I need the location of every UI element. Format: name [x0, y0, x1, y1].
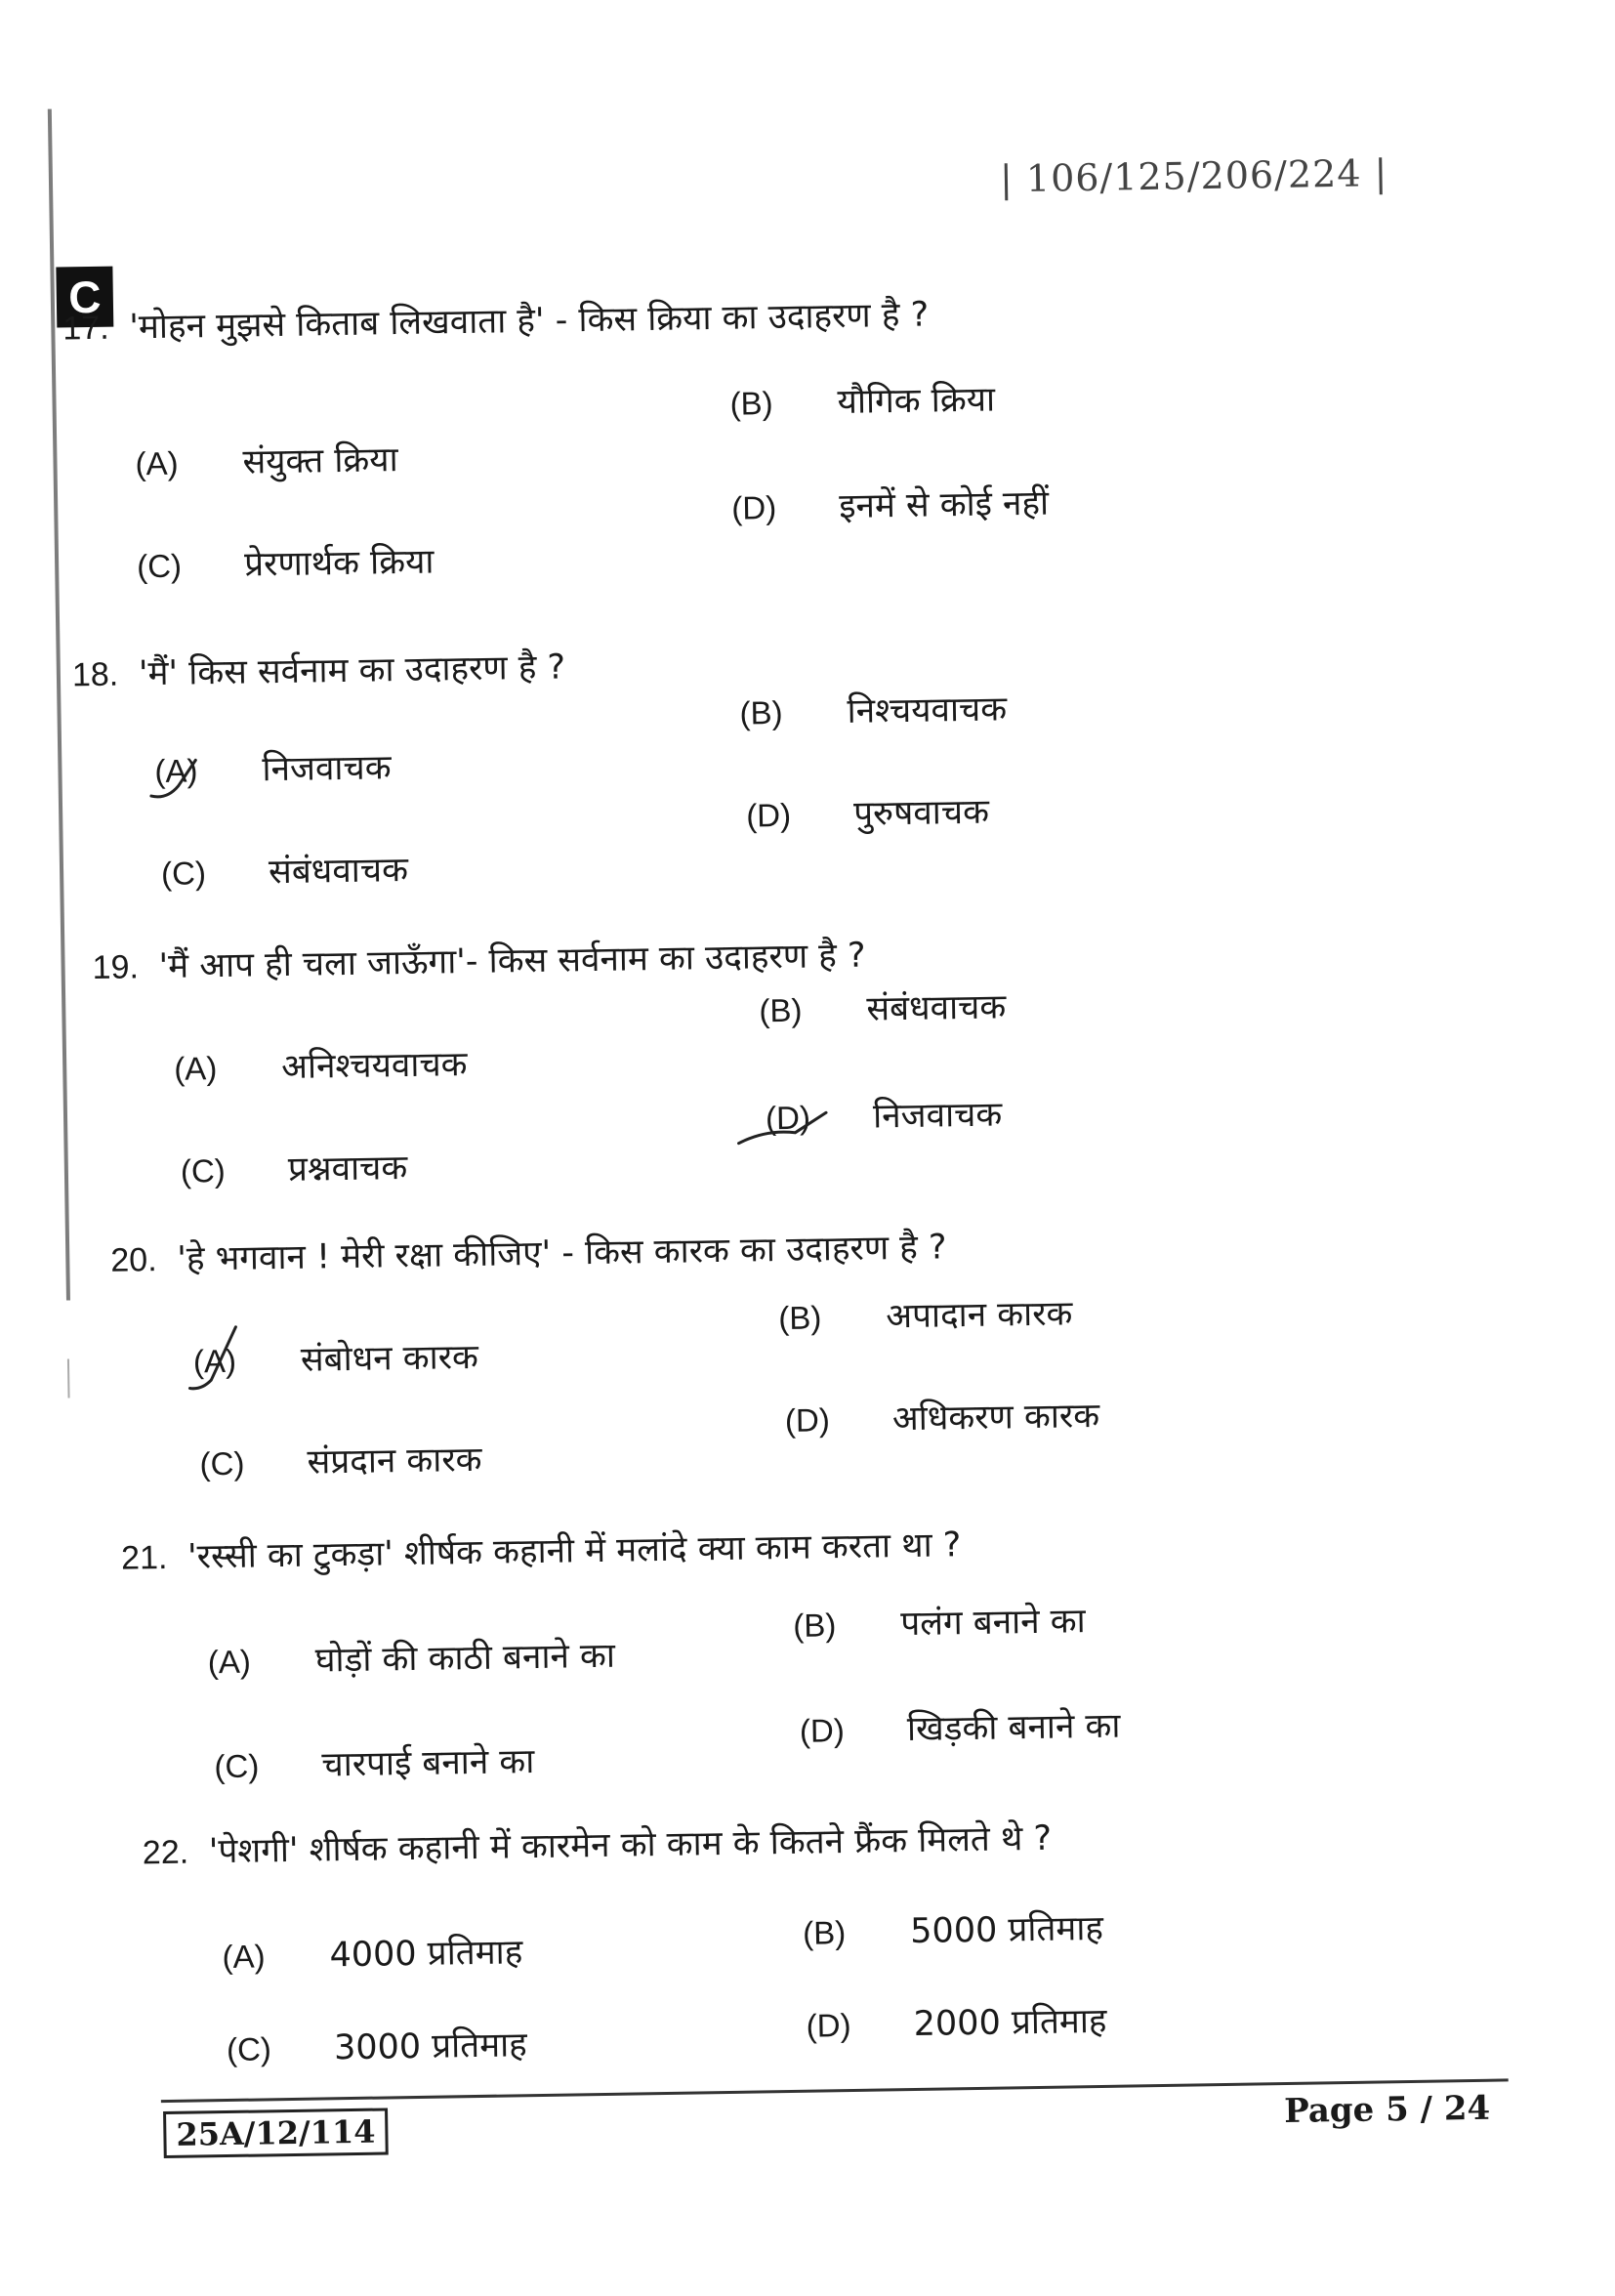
option-text: 2000 प्रतिमाह — [913, 2001, 1107, 2044]
option-label: (B) — [729, 385, 773, 422]
option-label: (C) — [180, 1151, 227, 1190]
option-label: (D) — [784, 1401, 831, 1439]
option-label-text: (A) — [154, 752, 198, 790]
option-label: (C) — [160, 855, 207, 892]
option-17-a — [135, 436, 398, 485]
question-18 — [72, 643, 566, 696]
option-text: संबंधवाचक — [866, 987, 1007, 1029]
question-number: 20. — [110, 1241, 157, 1279]
option-text: इनमें से कोई नहीं — [838, 483, 1050, 526]
option-label: (B) — [778, 1299, 822, 1337]
option-label: (B) — [759, 991, 803, 1029]
option-20-c — [199, 1436, 482, 1486]
option-label: (D) — [745, 796, 792, 834]
page-number: Page 5 / 24 — [1283, 2088, 1491, 2132]
question-number: 18. — [71, 655, 119, 694]
question-text: 'रस्सी का टुकड़ा' शीर्षक कहानी में मलांदे क्या काम करता था ? — [186, 1525, 962, 1577]
margin-line-fragment — [67, 1358, 70, 1398]
option-label: (D) — [799, 1712, 846, 1749]
question-text: 'पेशगी' शीर्षक कहानी में कारमेन को काम के कितने फ्रैंक मिलते थे ? — [208, 1818, 1053, 1872]
option-17-c — [137, 538, 435, 589]
option-text: खिड़की बनाने का — [906, 1706, 1121, 1750]
option-text: अधिकरण कारक — [891, 1396, 1100, 1440]
option-label: (C) — [136, 547, 183, 585]
option-label: (C) — [199, 1444, 245, 1482]
option-22-a — [222, 1928, 522, 1979]
option-text: 5000 प्रतिमाह — [909, 1908, 1104, 1952]
option-21-c — [214, 1737, 535, 1788]
option-20-b — [778, 1289, 1073, 1340]
option-text: 3000 प्रतिमाह — [333, 2025, 528, 2068]
option-label: (C) — [214, 1747, 260, 1785]
question-number: 22. — [142, 1833, 189, 1872]
option-22-c — [227, 2021, 527, 2071]
option-text: 4000 प्रतिमाह — [329, 1933, 523, 1976]
option-21-d — [800, 1702, 1121, 1753]
question-text: 'मोहन मुझसे किताब लिखवाता है' - किस क्रिया का उदाहरण है ? — [129, 295, 930, 348]
option-18-a — [154, 743, 392, 793]
option-18-d — [746, 788, 989, 838]
question-number: 19. — [92, 948, 140, 987]
option-text: संबोधन कारक — [300, 1337, 479, 1380]
question-number: 21. — [120, 1538, 168, 1577]
option-21-b — [793, 1597, 1086, 1648]
option-17-b — [729, 375, 995, 425]
option-18-c — [161, 846, 409, 896]
option-text: चारपाई बनाने का — [321, 1742, 535, 1785]
option-label: (A) — [207, 1643, 252, 1681]
option-text: निश्चयवाचक — [847, 689, 1008, 731]
option-text: संयुक्त क्रिया — [242, 440, 398, 482]
option-label: (A) — [135, 444, 179, 482]
question-text: 'मैं आप ही चला जाऊँगा'- किस सर्वनाम का उदाहरण है ? — [158, 936, 866, 986]
option-text: प्रेरणार्थक क्रिया — [243, 542, 435, 585]
option-label: (D) — [806, 2006, 851, 2044]
option-label: (B) — [802, 1914, 847, 1951]
question-number: 17. — [62, 309, 109, 348]
option-22-b — [803, 1904, 1103, 1955]
option-19-d — [766, 1090, 1003, 1140]
option-label: (B) — [793, 1607, 837, 1644]
option-text: पुरुषवाचक — [852, 792, 990, 834]
option-19-b — [759, 982, 1007, 1032]
option-19-a — [174, 1040, 468, 1091]
question-text: 'हे भगवान ! मेरी रक्षा कीजिए' - किस कारक का उदाहरण है ? — [177, 1228, 947, 1279]
option-label: (D) — [731, 488, 777, 526]
option-label: (B) — [739, 693, 783, 731]
option-text: संबंधवाचक — [268, 850, 409, 893]
option-text: प्रश्नवाचक — [287, 1148, 408, 1190]
option-text: निजवाचक — [262, 748, 392, 790]
option-20-d — [785, 1392, 1100, 1442]
option-text: अपादान कारक — [886, 1294, 1073, 1337]
option-21-a — [207, 1632, 615, 1685]
option-label: (C) — [226, 2030, 272, 2068]
option-label — [193, 1342, 302, 1381]
question-22 — [142, 1815, 1052, 1875]
option-text: अनिश्चयवाचक — [280, 1045, 468, 1088]
question-21 — [121, 1521, 962, 1580]
option-22-d — [806, 1997, 1106, 2048]
option-text: घोड़ों की काठी बनाने का — [314, 1636, 616, 1681]
option-label: (A) — [222, 1938, 266, 1976]
option-label-text: (A) — [192, 1342, 237, 1380]
option-text: निजवाचक — [872, 1095, 1003, 1137]
option-label-text: (D) — [765, 1099, 811, 1137]
option-label: (A) — [173, 1050, 218, 1087]
question-20 — [110, 1223, 947, 1281]
option-label — [766, 1099, 874, 1138]
paper-code: | 106/125/206/224 | — [999, 151, 1388, 201]
question-17 — [62, 291, 930, 351]
option-17-d — [731, 480, 1049, 530]
option-19-c — [181, 1144, 408, 1193]
question-19 — [92, 932, 866, 989]
option-20-a — [193, 1333, 479, 1384]
option-text: यौगिक क्रिया — [837, 380, 996, 422]
series-badge: C — [56, 267, 113, 328]
option-label — [154, 751, 263, 790]
option-text: संप्रदान कारक — [307, 1440, 482, 1482]
booklet-code: 25A/12/114 — [163, 2108, 389, 2158]
question-text: 'मैं' किस सर्वनाम का उदाहरण है ? — [138, 647, 566, 694]
option-18-b — [739, 685, 1007, 734]
option-text: पलंग बनाने का — [899, 1602, 1087, 1645]
